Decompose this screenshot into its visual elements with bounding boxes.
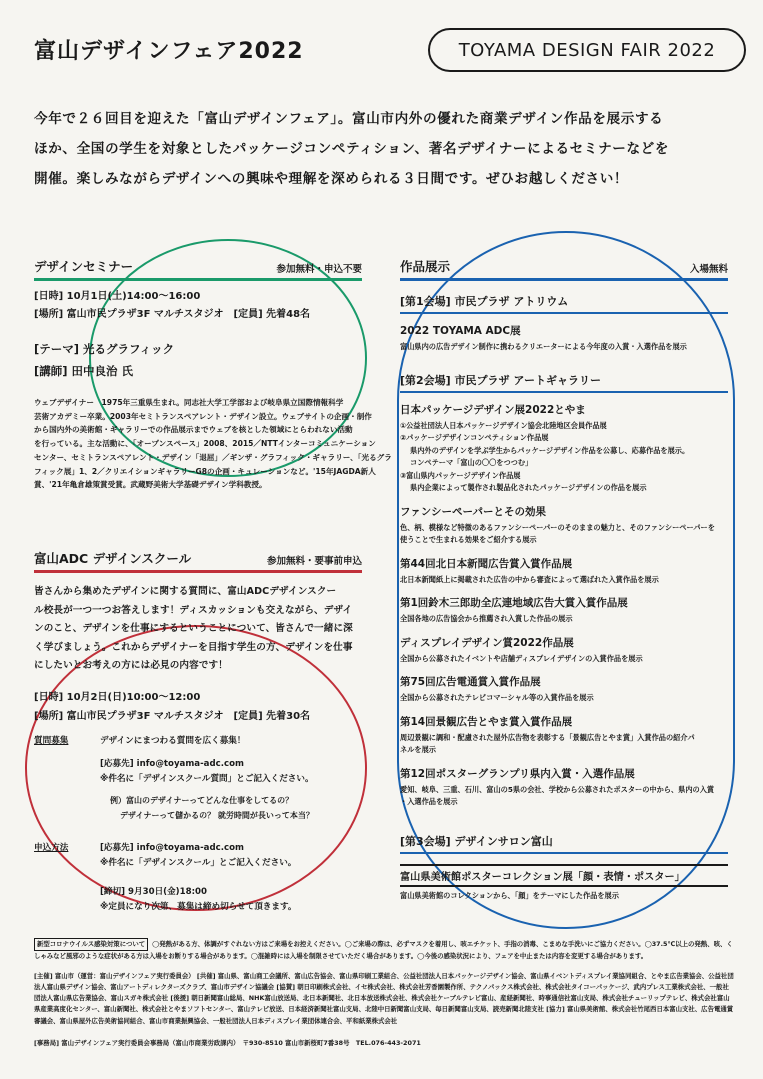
exhibit-item-desc: 全国から公募されたイベントや店舗ディスプレイデザインの入賞作品を展示 [400,653,643,663]
venue-2-heading: [第2会場] 市民プラザ アートギャラリー [400,372,728,393]
exhibit-item-title: ディスプレイデザイン賞2022作品展 [400,636,574,649]
adc-school-title: 富山ADC デザインスクール [34,551,192,566]
exhibit-item-title: 2022 TOYAMA ADC展 [400,325,521,337]
desc-line: ネルを展示 [400,745,436,754]
desc-line: ②パッケージデザインコンペティション作品展 [400,433,549,442]
exhibit-item-title: ファンシーペーパーとその効果 [400,505,547,518]
desc-line: ・入選作品を展示 [400,797,458,806]
seminar-theme-block [34,338,362,382]
bio-line: ウェブデザイナー 1975年三重県生まれ。同志社大学工学部および岐阜県立国際情報科学 [34,398,344,407]
question-line: ※件名に「デザインスクール質問」とご記入ください。 [100,773,314,784]
seminar-header [34,258,362,278]
adc-school-section [34,583,362,915]
venue-1-heading: [第1会場] 市民プラザ アトリウム [400,293,728,314]
seminar-note: 参加無料・申込不要 [276,264,362,275]
desc-line: 県内外のデザインを学ぶ学生からパッケージデザイン作品を公募し、応募作品を展示。 [410,445,690,455]
organizer-credits: [主催] 富山市（運営：富山デザインフェア実行委員会） [共催] 富山県、富山商工会議所、富山広告協会、富山県印刷工業組合、公益社団法人日本パッケージデザイン協会、富山県イベントディスプレイ業協同組合、とやま広告業協会、公益社団法人富山県デザイン協会、富山アートディレクターズクラブ、富山市デザイン協議会 [協賛] 朝日印刷株式会社、イセ株式会社、株式会社芳香園製作所、テクノパックス株式会社、株式会社タイコーパッケージ、武内プレス工業株式会社、一般社団法人富山県広告業協会、富山スガキ株式会社 [後援] 朝日新聞富山総局、NHK富山放送局、北日本新聞社、北日本放送株式会社、株式会社ケーブルテレビ富山、産経新聞社、時事通信社富山支局、株式会社チューリップテレビ、株式会社富山県産業高度化センター、富山新聞社、株式会社とやまソフトセンター、富山テレビ放送、日本経済新聞社富山支局、北陸中日新聞富山支局、毎日新聞富山支局、読売新聞北陸支社 [協力] 富山県美術館、株式会社竹尾西日本富山支社、広告電通賞審議会、富山県屋外広告美術協同組合、富山市商業振興協会、一般社団法人日本ディスプレイ業団体連合会、平和紙業株式会社 [34,971,734,1025]
desc-line: ①公益社団法人日本パッケージデザイン協会北陸地区会員作品展 [400,420,607,430]
intro-line: 開催。楽しみながらデザインへの興味や理解を深められる３日間です。ぜひお越しください！ [34,171,629,187]
description-line: ル校長が一つ一つお答えします！ディスカッションも交えながら、デザイ [34,604,353,616]
application-line: ※件名に「デザインスクール」とご記入ください。 [100,857,297,868]
exhibit-item-desc [400,784,728,809]
adc-school-info [34,688,362,726]
exhibit-item-title: 日本パッケージデザイン展2022とやま [400,403,586,416]
question-line: デザインにまつわる質問を広く募集！ [100,735,246,746]
seminar-lecturer: [講師] 田中良治 氏 [34,364,134,378]
bio-line: を行っている。主な活動に、「オープンスペース」2008、2015／NTTインターコミュニケーション [34,439,376,449]
exhibit-item-title: 第14回景観広告とやま賞入賞作品展 [400,715,573,728]
exhibit-item-desc [400,522,728,547]
desc-line: ③富山県内パッケージデザイン作品展 [400,470,521,480]
exhibit-note: 入場無料 [689,264,728,275]
exhibit-item-desc: 全国から公募されたテレビコマーシャル等の入賞作品を展示 [400,693,594,702]
exhibit-item-desc: 全国各地の広告協会から推薦され入賞した作品の展示 [400,614,573,623]
exhibit-item-desc: 富山県美術館のコレクションから、「顔」をテーマにした作品を展示 [400,890,619,900]
intro-line: ほか、全国の学生を対象としたパッケージコンペティション、著名デザイナーによるセミナーなどを [34,141,670,157]
exhibit-item-title: 第44回北日本新聞広告賞入賞作品展 [400,557,573,570]
exhibit-item-desc [400,420,728,495]
question-example: 例）富山のデザイナーってどんな仕事をしてるの？ [110,795,294,805]
english-title-badge: TOYAMA DESIGN FAIR 2022 [428,28,746,72]
exhibit-item-title: 第12回ポスターグランプリ県内入賞・入選作品展 [400,767,635,780]
desc-line: 色、柄、模様など特徴のあるファンシーペーパーのそのままの魅力と、そのファンシーペーパーを [400,522,715,532]
office-info: [事務局] 富山デザインフェア実行委員会事務局（富山市商業労政課内） 〒930-8510 富山市新桜町7番38号 TEL.076-443-2071 [34,1039,421,1047]
description-line: 皆さんから集めたデザインに関する質問に、富山ADCデザインスクー [34,586,337,597]
lecturer-bio [34,396,392,492]
question-call-body [100,734,314,823]
desc-line: 使うことで生まれる効果をご紹介する展示 [400,535,537,544]
bio-line: フィック展」1、2／クリエイションギャラリーG8の企画・キュレーションなど。'15年JAGDA新人 [34,466,376,476]
application-deadline: [締切] 9月30日(金)18:00 [100,886,207,897]
covid-notice-tag: 新型コロナウイルス感染対策について [34,938,148,951]
application-method-label: 申込方法 [34,842,69,853]
question-call-label: 質問募集 [34,735,69,746]
footer [34,938,734,1047]
exhibit-header [400,258,728,278]
desc-line: コンペテーマ「富山の〇〇をつつむ」 [410,458,533,467]
desc-line: 周辺景観に調和・配慮された屋外広告物を表彰する「景観広告とやま賞」入賞作品の紹介パ [400,732,695,742]
seminar-info [34,288,362,324]
intro-line: 今年で２６回目を迎えた「富山デザインフェア」。富山市内外の優れた商業デザイン作品を展示する [34,111,664,127]
exhibit-section [400,285,728,902]
description-line: ンのこと、デザインを仕事にするということについて、皆さんで一緒に深 [34,623,353,635]
seminar-theme: [テーマ] 光るグラフィック [34,342,175,356]
question-email[interactable]: [応募先] info@toyama-adc.com [100,758,244,769]
seminar-title: デザインセミナー [34,259,134,274]
seminar-place: [場所] 富山市民プラザ3F マルチスタジオ [定員] 先着48名 [34,309,311,320]
exhibit-item-title: 富山県美術館ポスターコレクション展「顔・表情・ポスター」 [400,864,728,887]
venue-3-heading: [第3会場] デザインサロン富山 [400,833,728,854]
adc-school-date: [日時] 10月2日(日)10:00〜12:00 [34,691,201,703]
bio-line: 芸術アカデミー卒業。2003年セミトランスペアレント・デザイン設立。ウェブサイトの企画・制作 [34,411,372,421]
covid-notice-text: ◯発熱がある方、体調がすぐれない方はご来場をお控えください。◯ご来場の際は、必ずマスクを着用し、咳エチケット、手指の消毒、こまめな手洗いにご協力ください。◯37.5℃以上の発熱、咳、くしゃみなど風邪のような症状がある方は入場をお断りする場合があります。◯混雑時には入場を制限させていただく場合があります。◯今後の感染状況により、フェアを中止または内容を変更する場合があります。 [34,940,733,961]
question-call [34,734,362,823]
bio-line: から国内外の美術館・ギャラリーでの作品展示までウェブを核とした領域にとらわれない活動 [34,425,353,435]
bio-line: センター、セミトランスペアレント・デザイン「退屈」／ギンザ・グラフィック・ギャラリー、「光るグラ [34,452,392,462]
description-line: く学びましょう。これからデザイナーを目指す学生の方、デザインを仕事 [34,641,353,653]
exhibit-item-desc: 富山県内の広告デザイン制作に携わるクリエーターによる今年度の入賞・入選作品を展示 [400,342,687,351]
seminar-section [34,285,392,492]
adc-school-note: 参加無料・要事前申込 [266,556,362,567]
adc-school-description [34,583,362,676]
page-title: 富山デザインフェア2022 [34,39,304,64]
exhibit-item-desc [400,732,728,757]
exhibit-item-desc: 北日本新聞紙上に掲載された広告の中から審査によって選ばれた入賞作品を展示 [400,574,659,584]
application-method-body [100,841,296,915]
question-example: デザイナーって儲かるの？ 就労時間が長いって本当？ [120,810,314,820]
exhibit-item-title: 第75回広告電通賞入賞作品展 [400,676,541,688]
exhibit-item-title: 第1回鈴木三郎助全広連地域広告大賞入賞作品展 [400,597,628,609]
desc-line: 県内企業によって製作され製品化されたパッケージデザインの作品を展示 [410,483,647,492]
covid-notice [34,938,734,963]
application-method [34,841,362,915]
bio-line: 賞、'21年亀倉雄策賞受賞。武蔵野美術大学基礎デザイン学科教授。 [34,480,267,490]
adc-school-header [34,550,362,570]
description-line: にしたいとお考えの方には必見の内容です！ [34,660,228,672]
application-line: ※定員になり次第、募集は締め切らせて頂きます。 [100,901,297,912]
adc-school-place: [場所] 富山市民プラザ3F マルチスタジオ [定員] 先着30名 [34,710,311,722]
intro-text [34,104,734,194]
desc-line: 愛知、岐阜、三重、石川、富山の5県の会社、学校から公募されたポスターの中から、県内の入賞 [400,784,715,794]
seminar-date: [日時] 10月1日(土)14:00〜16:00 [34,291,201,302]
application-email[interactable]: [応募先] info@toyama-adc.com [100,842,244,853]
exhibit-title: 作品展示 [400,259,451,274]
